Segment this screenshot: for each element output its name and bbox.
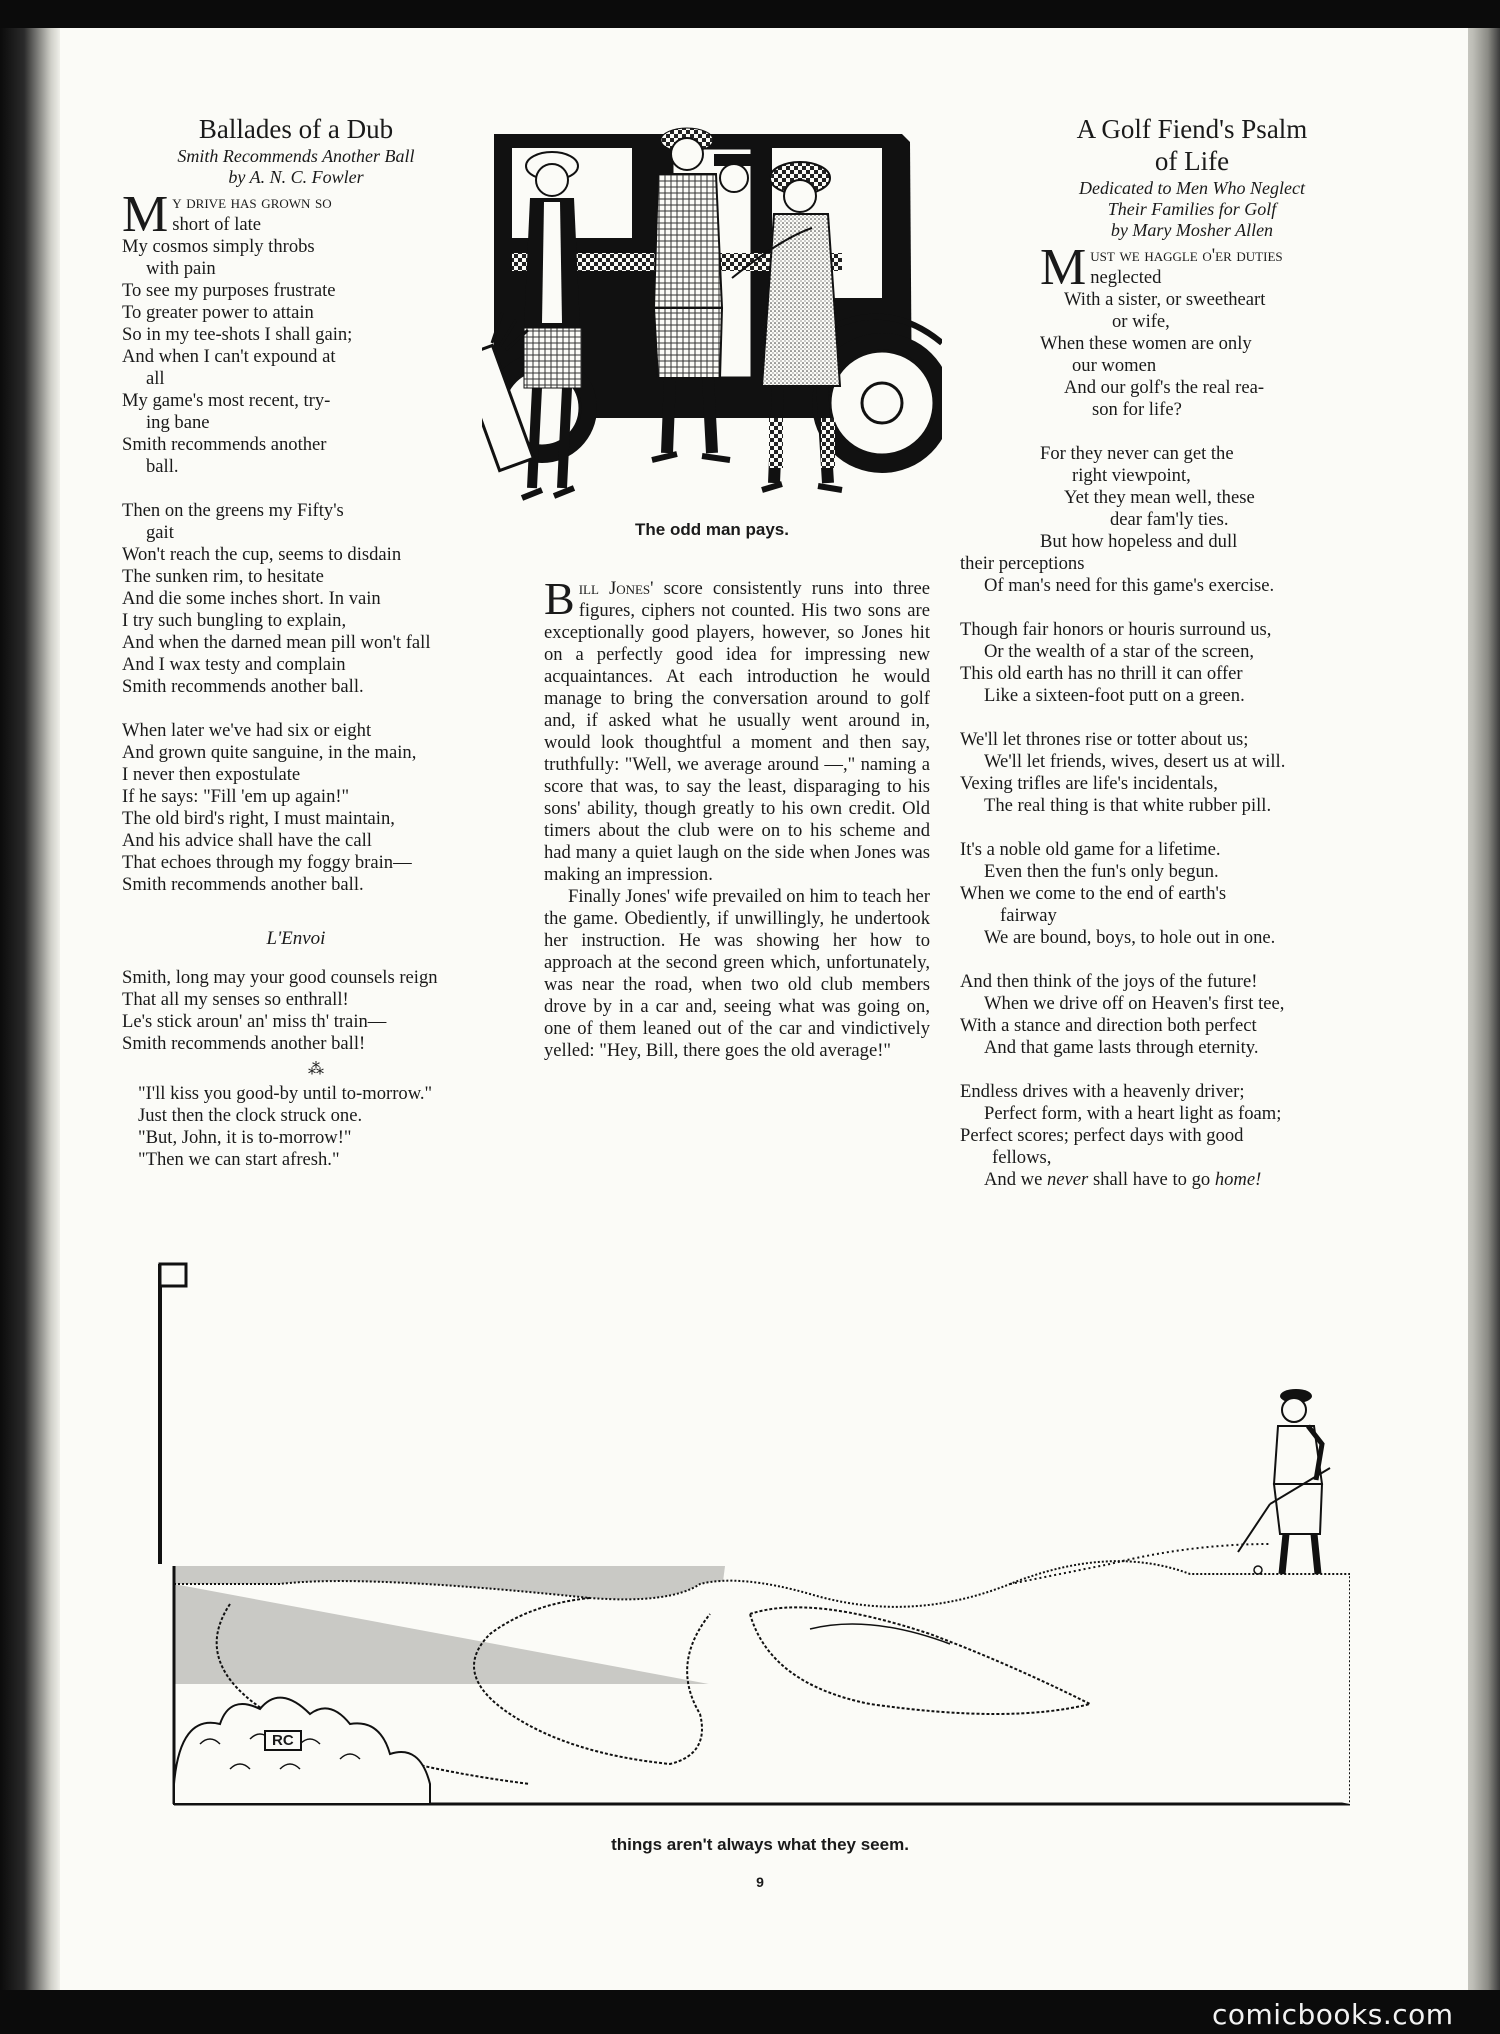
verse-line: And our golf's the real rea-	[1064, 377, 1265, 398]
verse-line: short of late	[172, 214, 262, 235]
verse-line: It's a noble old game for a lifetime.	[960, 839, 1221, 860]
verse-line: Smith recommends another ball.	[122, 676, 364, 697]
verse-line: right viewpoint,	[1072, 465, 1191, 486]
verse-line: When we drive off on Heaven's first tee,	[984, 993, 1285, 1014]
verse-line: I try such bungling to explain,	[122, 610, 347, 631]
right-stanza-3	[960, 619, 1344, 707]
verse-line: And when the darned mean pill won't fall	[122, 632, 431, 653]
verse-line: When we come to the end of earth's	[960, 883, 1227, 904]
drop-cap: B	[544, 573, 575, 624]
right-stanza-2	[960, 443, 1344, 597]
page-number: 9	[756, 1874, 764, 1890]
right-stanza-6	[960, 971, 1344, 1059]
verse-line: Smith recommends another	[122, 434, 327, 455]
right-stanza-5	[960, 839, 1344, 949]
verse-line: Le's stick aroun' an' miss th' train—	[122, 1011, 387, 1032]
golfer-figure	[1238, 1389, 1330, 1574]
verse-emphasis: home!	[1214, 1169, 1262, 1190]
signature-text: RC	[272, 1732, 294, 1749]
paragraph-text: Finally Jones' wife prevailed on him to teach her the game. Obediently, if unwillingly, he undertook her instruction. He was showing her how to approach at the second green which, unfortunately, was near the road, when two old club members drove by in a car and, seeing what was going on, one of them leaned out of the car and vindictively yelled: "Hey, Bill, there goes the old average!"	[544, 886, 930, 1061]
verse-line: To see my purposes frustrate	[122, 280, 336, 301]
car-golfers-drawing	[482, 118, 942, 538]
right-poem-title-line-2: of Life	[1154, 146, 1230, 176]
joke-line: "I'll kiss you good-by until to-morrow."	[138, 1083, 433, 1104]
verse-line: So in my tee-shots I shall gain;	[122, 324, 353, 345]
joke-line: Just then the clock struck one.	[138, 1105, 363, 1126]
verse-line: their perceptions	[960, 553, 1085, 574]
left-stanza-3	[122, 720, 470, 896]
verse-line: And I wax testy and complain	[122, 654, 346, 675]
right-stanza-7	[960, 1081, 1344, 1191]
verse-line: Yet they mean well, these	[1064, 487, 1255, 508]
left-poem-byline: by A. N. C. Fowler	[228, 167, 364, 187]
verse-line: Though fair honors or houris surround us,	[960, 619, 1272, 640]
verse-line: all	[146, 368, 165, 389]
lead-words: ill Jones'	[578, 578, 654, 599]
envoi-title: L'Envoi	[266, 928, 326, 949]
verse-line: My cosmos simply throbs	[122, 236, 315, 257]
verse-line: For they never can get the	[1040, 443, 1234, 464]
right-poem-subtitle-line-1: Dedicated to Men Who Neglect	[1079, 178, 1305, 198]
right-poem-byline: by Mary Mosher Allen	[1110, 220, 1274, 240]
verse-line: Or the wealth of a star of the screen,	[984, 641, 1255, 662]
odd-man-pays-illustration	[482, 118, 942, 538]
verse-line: Won't reach the cup, seems to disdain	[122, 544, 402, 565]
bottom-illustration-caption: things aren't always what they seem.	[611, 1835, 909, 1854]
left-stanza-1	[122, 186, 470, 478]
verse-line: Perfect scores; perfect days with good	[960, 1125, 1244, 1146]
right-column	[960, 114, 1344, 1191]
verse-line: And then think of the joys of the future!	[960, 971, 1258, 992]
verse-line: Smith recommends another ball.	[122, 874, 364, 895]
verse-line: fellows,	[992, 1147, 1052, 1168]
verse-line: When these women are only	[1040, 333, 1252, 354]
verse-line: And die some inches short. In vain	[122, 588, 381, 609]
verse-line: Smith recommends another ball!	[122, 1033, 366, 1054]
paragraph-text: score consistently runs into three figures, ciphers not counted. His two sons are exceptionally good players, however, so Jones hit on a perfectly good idea for impressing new acquaintances. At each introduction he would manage to bring the conversation around to golf and, if asked what he usually went around in, would look thoughtful a moment and then say, truthfully: "Well, we average around —," naming a score that was, to say the least, disparaging to his sons' ability, though greatly to his own credit. Old timers about the club were on to his scheme and had many a quiet laugh on the side when Jones was making an impression.	[544, 578, 930, 885]
verse-line: We'll let friends, wives, desert us at will.	[984, 751, 1286, 772]
verse-line: Even then the fun's only begun.	[984, 861, 1219, 882]
middle-column	[544, 573, 930, 1062]
envoi-stanza	[122, 967, 470, 1055]
verse-line: But how hopeless and dull	[1040, 531, 1238, 552]
joke-line: "Then we can start afresh."	[138, 1149, 340, 1170]
verse-line: son for life?	[1092, 399, 1182, 420]
section-ornament: ⁂	[308, 1061, 324, 1078]
right-poem-title-line-1: A Golf Fiend's Psalm	[1076, 114, 1308, 144]
verse-line: ing bane	[146, 412, 210, 433]
verse-fragment: And we	[984, 1169, 1047, 1190]
left-stanza-2	[122, 500, 470, 698]
verse-line: gait	[146, 522, 174, 543]
verse-line-final	[960, 1169, 1344, 1191]
book-spine-left	[0, 28, 60, 1990]
right-poem-subtitle-line-2: Their Families for Golf	[1107, 199, 1277, 219]
verse-line: And grown quite sanguine, in the main,	[122, 742, 417, 763]
verse-line: Of man's need for this game's exercise.	[984, 575, 1275, 596]
left-poem-title: Ballades of a Dub	[198, 114, 394, 144]
verse-line: And his advice shall have the call	[122, 830, 372, 851]
verse-line: The old bird's right, I must maintain,	[122, 808, 395, 829]
watermark: comicbooks.com	[1212, 1998, 1454, 2031]
verse-line: with pain	[146, 258, 216, 279]
story-paragraph-2	[544, 886, 930, 1062]
verse-line: With a stance and direction both perfect	[960, 1015, 1257, 1036]
left-poem-subtitle: Smith Recommends Another Ball	[177, 146, 415, 166]
drop-cap: M	[122, 186, 169, 243]
verse-line: To greater power to attain	[122, 302, 314, 323]
right-stanza-1	[960, 239, 1344, 421]
verse-line: Like a sixteen-foot putt on a green.	[984, 685, 1245, 706]
verse-line: I never then expostulate	[122, 764, 301, 785]
verse-line: If he says: "Fill 'em up again!"	[122, 786, 350, 807]
verse-line: or wife,	[1112, 311, 1170, 332]
verse-line: Vexing trifles are life's incidentals,	[960, 773, 1218, 794]
verse-line: That echoes through my foggy brain—	[122, 852, 412, 873]
verse-line: When later we've had six or eight	[122, 720, 372, 741]
verse-line: This old earth has no thrill it can offer	[960, 663, 1243, 684]
golf-bunker-illustration	[110, 1244, 1350, 1834]
verse-line: Then on the greens my Fifty's	[122, 500, 344, 521]
verse-line: That all my senses so enthrall!	[122, 989, 349, 1010]
verse-line: My game's most recent, try-	[122, 390, 331, 411]
joke	[122, 1083, 470, 1171]
verse-line: y drive has grown so	[172, 192, 332, 213]
joke-line: "But, John, it is to-morrow!"	[138, 1127, 352, 1148]
verse-line: And that game lasts through eternity.	[984, 1037, 1259, 1058]
verse-line: We are bound, boys, to hole out in one.	[984, 927, 1276, 948]
verse-line: We'll let thrones rise or totter about us;	[960, 729, 1249, 750]
right-stanza-4	[960, 729, 1344, 817]
verse-line: Endless drives with a heavenly driver;	[960, 1081, 1245, 1102]
verse-line: And when I can't expound at	[122, 346, 336, 367]
verse-line: ust we haggle o'er duties	[1090, 245, 1283, 266]
verse-line: With a sister, or sweetheart	[1064, 289, 1266, 310]
artist-signature	[264, 1730, 302, 1751]
top-illustration-caption: The odd man pays.	[635, 520, 789, 539]
drop-cap: M	[1040, 239, 1087, 296]
verse-emphasis: never	[1047, 1169, 1089, 1190]
verse-line: The sunken rim, to hesitate	[122, 566, 324, 587]
verse-line: The real thing is that white rubber pill.	[984, 795, 1272, 816]
verse-line: our women	[1072, 355, 1157, 376]
verse-line: neglected	[1090, 267, 1162, 288]
verse-fragment: shall have to go	[1088, 1169, 1215, 1190]
story-paragraph-1	[544, 573, 930, 886]
verse-line: Perfect form, with a heart light as foam;	[984, 1103, 1282, 1124]
magazine-page	[60, 28, 1468, 1990]
verse-line: fairway	[1000, 905, 1057, 926]
verse-line: Smith, long may your good counsels reign	[122, 967, 438, 988]
verse-line: ball.	[146, 456, 179, 477]
left-column	[122, 114, 470, 1171]
verse-line: dear fam'ly ties.	[1110, 509, 1229, 530]
